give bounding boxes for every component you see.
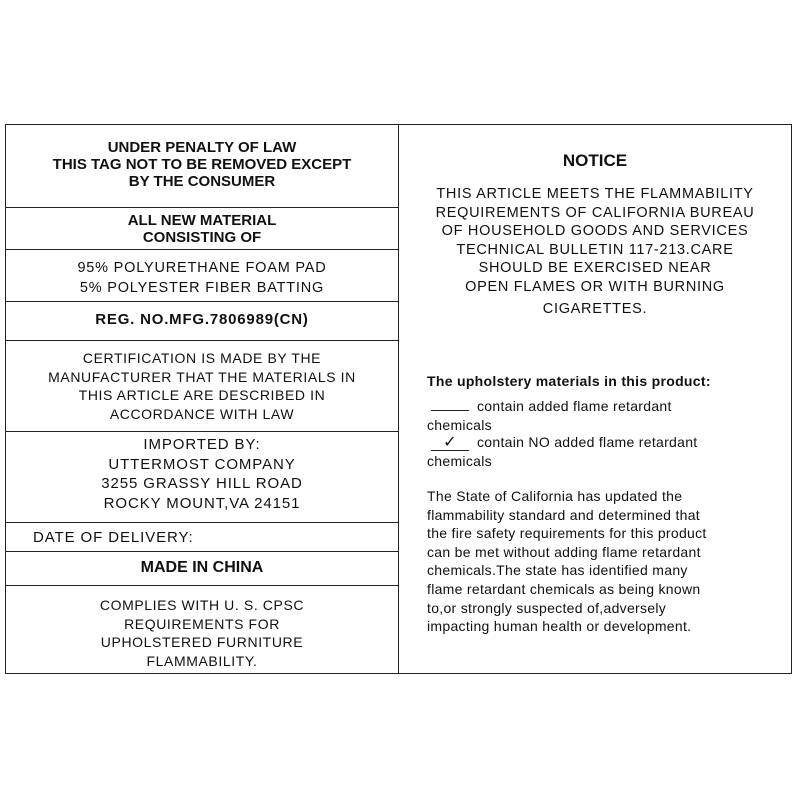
- material-item: 5% POLYESTER FIBER BATTING: [79, 280, 325, 296]
- divider: [6, 585, 398, 586]
- state-line: chemicals.The state has identified many: [427, 562, 688, 579]
- state-line: to,or strongly suspected of,adversely: [427, 599, 667, 616]
- certification-line: ACCORDANCE WITH LAW: [109, 405, 295, 422]
- material-heading-line: CONSISTING OF: [142, 229, 262, 246]
- date-label: DATE OF DELIVERY:: [33, 529, 194, 546]
- origin-text: MADE IN CHINA: [140, 559, 264, 576]
- materials-list: [6, 258, 398, 298]
- compliance-line: COMPLIES WITH U. S. CPSC: [99, 597, 305, 613]
- notice-line: SHOULD BE EXERCISED NEAR: [478, 260, 712, 277]
- notice-line: CIGARETTES.: [542, 300, 648, 317]
- delivery-date: [6, 528, 398, 548]
- state-line: flame retardant chemicals as being known: [427, 580, 701, 597]
- option1-text-cont: chemicals: [427, 416, 492, 433]
- option-no-added-chemicals: [427, 433, 777, 470]
- importer-line: UTTERMOST COMPANY: [108, 455, 296, 473]
- warning-section: [6, 139, 398, 190]
- divider: [6, 340, 398, 341]
- registration-number: [6, 311, 398, 328]
- right-column: [399, 125, 791, 673]
- left-column: [6, 125, 399, 673]
- law-tag: [5, 124, 792, 674]
- origin: [6, 559, 398, 577]
- warning-line: THIS TAG NOT TO BE REMOVED EXCEPT: [52, 156, 352, 173]
- compliance-line: REQUIREMENTS FOR: [124, 615, 280, 632]
- material-item: 95% POLYURETHANE FOAM PAD: [77, 260, 327, 276]
- importer-line: ROCKY MOUNT,VA 24151: [103, 494, 301, 512]
- option1-text: contain added flame retardant: [477, 398, 672, 414]
- divider: [6, 249, 398, 250]
- option2-text-cont: chemicals: [427, 452, 492, 469]
- state-line: impacting human health or development.: [427, 618, 692, 635]
- option1-blank: [431, 398, 469, 411]
- importer-line: IMPORTED BY:: [143, 436, 261, 453]
- importer-section: [6, 435, 398, 513]
- notice-title-text: NOTICE: [562, 151, 628, 170]
- notice-line: OF HOUSEHOLD GOODS AND SERVICES: [441, 223, 749, 240]
- state-line: can be met without adding flame retardant: [427, 543, 701, 560]
- divider: [6, 522, 398, 523]
- material-heading-line: ALL NEW MATERIAL: [127, 212, 277, 229]
- materials-heading: [427, 372, 777, 391]
- option-added-chemicals: [427, 397, 777, 434]
- compliance-line: FLAMMABILITY.: [146, 652, 258, 669]
- material-heading: [6, 212, 398, 246]
- compliance-line: UPHOLSTERED FURNITURE: [100, 634, 304, 650]
- certification-line: CERTIFICATION IS MADE BY THE: [82, 350, 322, 366]
- option2-text: contain NO added flame retardant: [477, 434, 698, 450]
- notice-title: [399, 151, 791, 171]
- state-line: The State of California has updated the: [427, 488, 683, 504]
- certification-line: THIS ARTICLE ARE DESCRIBED IN: [78, 387, 326, 403]
- notice-line: OPEN FLAMES OR WITH BURNING: [465, 278, 725, 295]
- divider: [6, 207, 398, 208]
- divider: [6, 431, 398, 432]
- certification-section: [6, 349, 398, 423]
- checkmark-icon: ✓: [431, 435, 469, 451]
- state-line: the fire safety requirements for this product: [427, 525, 707, 542]
- warning-line: BY THE CONSUMER: [128, 173, 276, 190]
- warning-line: UNDER PENALTY OF LAW: [107, 139, 297, 156]
- compliance-section: [6, 596, 398, 670]
- divider: [6, 551, 398, 552]
- divider: [6, 301, 398, 302]
- notice-line: THIS ARTICLE MEETS THE FLAMMABILITY: [436, 186, 754, 202]
- state-statement: [427, 487, 777, 636]
- notice-text: [399, 185, 791, 318]
- state-line: flammability standard and determined that: [427, 506, 700, 523]
- importer-line: 3255 GRASSY HILL ROAD: [101, 475, 303, 492]
- certification-line: MANUFACTURER THAT THE MATERIALS IN: [48, 368, 356, 385]
- notice-line: REQUIREMENTS OF CALIFORNIA BUREAU: [435, 204, 755, 221]
- notice-line: TECHNICAL BULLETIN 117-213.CARE: [456, 241, 734, 258]
- reg-no-text: REG. NO.MFG.7806989(CN): [95, 311, 309, 328]
- materials-heading-text: The upholstery materials in this product:: [427, 373, 711, 389]
